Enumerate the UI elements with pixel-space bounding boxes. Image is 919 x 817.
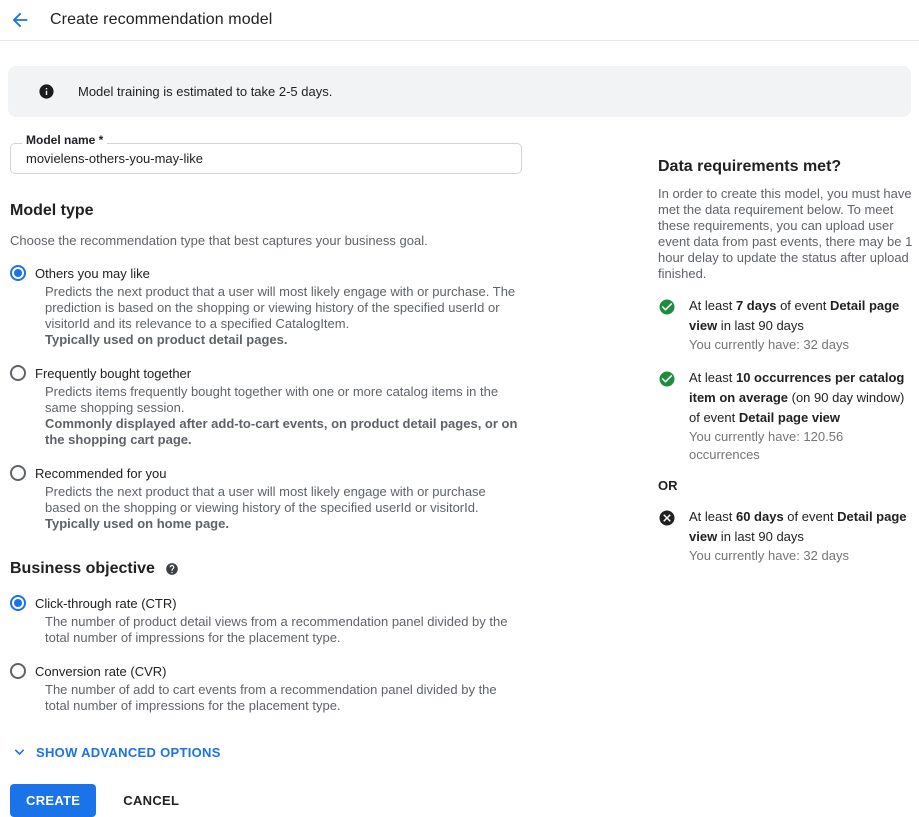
radio-option-description (45, 284, 523, 348)
page-title: Create recommendation model (50, 11, 273, 28)
info-banner (8, 66, 911, 117)
check-circle-icon (658, 370, 676, 388)
radio-option-label[interactable]: Frequently bought together (35, 366, 192, 381)
help-icon[interactable] (165, 562, 179, 576)
option-description-text: Predicts items frequently bought together with one or more catalog items in the same shopping session. (45, 384, 499, 415)
radio-option-label[interactable]: Others you may like (35, 266, 150, 281)
requirement-body (689, 368, 913, 464)
option-description-text: Predicts the next product that a user will most likely engage with or purchase based on the shopping or viewing history of the specified userId or visitorId. (45, 484, 486, 515)
req-text-segment: At least (689, 509, 736, 524)
form-column (10, 125, 522, 817)
req-text-segment: At least (689, 298, 736, 313)
req-text-bold: Detail page view (738, 410, 841, 425)
data-requirements-intro: In order to create this model, you must have met the data requirement below. To meet these requirements, you can upload user event data from past events, there may be 1 hour delay to update the status after upload finished. (658, 186, 913, 281)
radio-option-label[interactable]: Click-through rate (CTR) (35, 596, 177, 611)
requirement-current-value: You currently have: 120.56 occurrences (689, 429, 844, 462)
req-text-segment: in last 90 days (717, 529, 804, 544)
form-actions (10, 784, 522, 817)
data-requirements-heading: Data requirements met? (658, 158, 842, 175)
req-text-bold: Detail page view (689, 509, 907, 544)
model-name-field (10, 133, 522, 174)
option-note-text: Typically used on product detail pages. (45, 332, 288, 347)
req-text-bold: 60 days (735, 509, 784, 524)
back-button[interactable] (5, 5, 35, 35)
business-objective-option-ctr[interactable] (10, 595, 522, 611)
requirement-current-value: You currently have: 32 days (689, 337, 849, 352)
cancel-circle-icon (658, 509, 676, 527)
requirement-text (689, 368, 913, 428)
info-icon (38, 83, 55, 100)
req-text-bold: 10 occurrences per catalog item on average (689, 370, 905, 405)
radio-option-label[interactable]: Recommended for you (35, 466, 167, 481)
option-note-text: Typically used on home page. (45, 516, 229, 531)
requirement-current-value: You currently have: 32 days (689, 548, 849, 563)
back-arrow-icon (9, 9, 31, 31)
requirement-item (658, 296, 913, 354)
radio-button-icon[interactable] (10, 265, 26, 281)
model-name-label: Model name * (22, 133, 107, 147)
requirement-text (689, 296, 913, 336)
model-type-option-others-you-may-like[interactable] (10, 265, 522, 281)
radio-button-icon[interactable] (10, 465, 26, 481)
check-circle-icon (658, 298, 676, 316)
requirement-item (658, 507, 913, 565)
model-type-option-recommended-for-you[interactable] (10, 465, 522, 481)
req-text-bold: 7 days (735, 298, 777, 313)
radio-option-description (45, 484, 523, 532)
radio-button-icon[interactable] (10, 663, 26, 679)
option-description-text: The number of add to cart events from a recommendation panel divided by the total number of impressions for the placement type. (45, 682, 497, 713)
req-text-segment: of event (783, 509, 838, 524)
req-text-segment: in last 90 days (717, 318, 804, 333)
create-button[interactable]: CREATE (10, 784, 96, 817)
radio-option-description (45, 682, 523, 714)
radio-option-description (45, 384, 523, 448)
radio-option-description (45, 614, 523, 646)
data-requirements-panel (658, 158, 913, 565)
requirement-item (658, 368, 913, 464)
or-separator-label: OR (658, 478, 678, 493)
business-objective-heading (10, 560, 522, 578)
req-text-segment: of event (776, 298, 830, 313)
business-objective-option-cvr[interactable] (10, 663, 522, 679)
model-type-subtitle: Choose the recommendation type that best captures your business goal. (10, 233, 428, 248)
radio-button-icon[interactable] (10, 595, 26, 611)
req-text-bold: Detail page view (689, 298, 900, 333)
show-advanced-options-label[interactable]: SHOW ADVANCED OPTIONS (36, 745, 221, 760)
option-note-text: Commonly displayed after add-to-cart events, on product detail pages, or on the shopping cart page. (45, 416, 518, 447)
requirement-text (689, 507, 913, 547)
model-type-heading: Model type (10, 202, 94, 219)
page-header (0, 0, 919, 41)
info-banner-text: Model training is estimated to take 2-5 days. (78, 84, 333, 99)
requirement-body (689, 296, 913, 354)
model-type-option-frequently-bought-together[interactable] (10, 365, 522, 381)
option-description-text: Predicts the next product that a user will most likely engage with or purchase. The prediction is based on the shopping or viewing history of the specified userId or visitorId and its relevance to a specified CatalogItem. (45, 284, 516, 331)
model-name-input[interactable] (10, 143, 522, 174)
req-text-segment: (on 90 day window) of event (689, 390, 905, 425)
cancel-button[interactable]: CANCEL (123, 793, 180, 808)
radio-option-label[interactable]: Conversion rate (CVR) (35, 664, 167, 679)
option-description-text: The number of product detail views from a recommendation panel divided by the total number of impressions for the placement type. (45, 614, 508, 645)
req-text-segment: At least (689, 370, 736, 385)
business-objective-heading-text: Business objective (10, 560, 155, 577)
requirement-body (689, 507, 913, 565)
radio-button-icon[interactable] (10, 365, 26, 381)
